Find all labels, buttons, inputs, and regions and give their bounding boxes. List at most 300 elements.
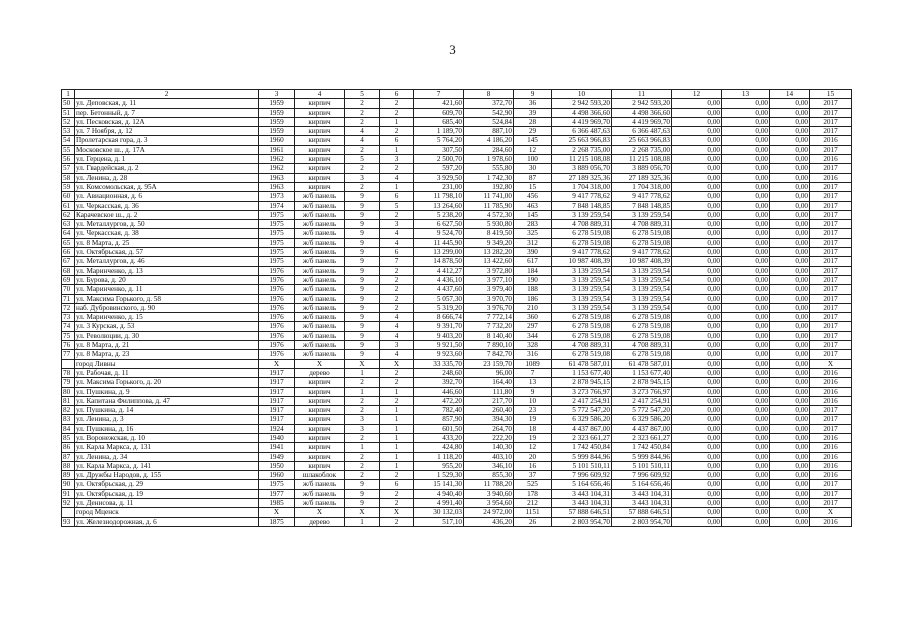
table-cell: 1 bbox=[380, 424, 414, 433]
table-cell: 1 bbox=[380, 406, 414, 415]
table-cell: 11 798,10 bbox=[414, 192, 464, 201]
table-cell: 5 999 844,96 bbox=[612, 452, 672, 461]
table-cell: 0,00 bbox=[770, 415, 810, 424]
table-cell: 164,40 bbox=[464, 378, 514, 387]
table-cell: 2 bbox=[345, 99, 380, 108]
table-cell: 0,00 bbox=[722, 294, 770, 303]
table-cell: 0,00 bbox=[722, 424, 770, 433]
table-cell: ул. Октябрьская, д. 29 bbox=[75, 480, 259, 489]
table-row bbox=[62, 517, 852, 526]
table-cell: 855,30 bbox=[464, 471, 514, 480]
table-row bbox=[62, 452, 852, 461]
header-row bbox=[62, 90, 852, 99]
table-cell: 0,00 bbox=[722, 266, 770, 275]
table-cell: 0,00 bbox=[722, 173, 770, 182]
column-header: 3 bbox=[259, 90, 295, 99]
table-cell: 2016 bbox=[810, 368, 852, 377]
table-cell: 9 bbox=[345, 303, 380, 312]
table-cell: кирпич bbox=[295, 424, 345, 433]
table-cell: 57 888 646,51 bbox=[552, 508, 612, 517]
table-cell: 12 bbox=[514, 443, 552, 452]
table-cell: 1 bbox=[345, 517, 380, 526]
table-cell: 6 278 519,08 bbox=[552, 350, 612, 359]
table-cell: 2017 bbox=[810, 294, 852, 303]
table-cell: Х bbox=[259, 508, 295, 517]
table-cell: ул. Карла Маркса, д. 131 bbox=[75, 443, 259, 452]
table-cell: кирпич bbox=[295, 396, 345, 405]
table-cell: 0,00 bbox=[770, 173, 810, 182]
table-row bbox=[62, 313, 852, 322]
table-cell: 2017 bbox=[810, 406, 852, 415]
table-cell: 0,00 bbox=[672, 359, 722, 368]
table-cell: 9 bbox=[345, 275, 380, 284]
table-cell: 51 bbox=[62, 108, 75, 117]
table-cell: 5 238,20 bbox=[414, 210, 464, 219]
table-cell: 0,00 bbox=[672, 433, 722, 442]
table-cell: 0,00 bbox=[722, 415, 770, 424]
table-cell: 5 772 547,20 bbox=[612, 406, 672, 415]
table-cell: 1976 bbox=[259, 275, 295, 284]
table-cell: 9 bbox=[345, 489, 380, 498]
table-cell: 0,00 bbox=[770, 117, 810, 126]
table-cell: ж/б панель bbox=[295, 210, 345, 219]
table-cell: 0,00 bbox=[770, 285, 810, 294]
table-cell: 190 bbox=[514, 275, 552, 284]
table-cell: 87 bbox=[62, 452, 75, 461]
table-cell: 30 bbox=[514, 164, 552, 173]
table-cell: 84 bbox=[62, 424, 75, 433]
table-cell: 328 bbox=[514, 341, 552, 350]
table-cell: 4 412,27 bbox=[414, 266, 464, 275]
column-header: 13 bbox=[722, 90, 770, 99]
table-cell: 9 bbox=[345, 294, 380, 303]
table-cell: 0,00 bbox=[770, 350, 810, 359]
table-cell: ул. Песковская, д. 12А bbox=[75, 117, 259, 126]
table-cell: 4 bbox=[380, 238, 414, 247]
table-cell: 0,00 bbox=[722, 396, 770, 405]
table-cell: ж/б панель bbox=[295, 257, 345, 266]
table-cell: 0,00 bbox=[672, 415, 722, 424]
table-cell: 4 bbox=[380, 322, 414, 331]
table-cell: 3 139 259,54 bbox=[552, 210, 612, 219]
table-cell: 2 803 954,70 bbox=[552, 517, 612, 526]
table-cell: 0,00 bbox=[722, 480, 770, 489]
table-cell: 9 bbox=[345, 341, 380, 350]
table-cell: 446,60 bbox=[414, 387, 464, 396]
table-cell: город Мценск bbox=[75, 508, 259, 517]
table-cell: 1975 bbox=[259, 248, 295, 257]
table-cell: 517,10 bbox=[414, 517, 464, 526]
column-header: 11 bbox=[612, 90, 672, 99]
table-cell: 2017 bbox=[810, 341, 852, 350]
table-cell: 1949 bbox=[259, 452, 295, 461]
table-cell: 9 bbox=[345, 210, 380, 219]
table-cell: 140,30 bbox=[464, 443, 514, 452]
table-cell: 1 704 318,00 bbox=[612, 182, 672, 191]
table-cell: 75 bbox=[62, 331, 75, 340]
table-cell: 2 bbox=[380, 368, 414, 377]
table-cell: 601,50 bbox=[414, 424, 464, 433]
table-cell: 0,00 bbox=[722, 452, 770, 461]
table-cell: 9 417 778,62 bbox=[552, 248, 612, 257]
column-header: 5 bbox=[345, 90, 380, 99]
table-cell: ул. Рабочая, д. 11 bbox=[75, 368, 259, 377]
table-cell: 1976 bbox=[259, 285, 295, 294]
table-cell: 0,00 bbox=[722, 164, 770, 173]
table-cell: ул. 8 Марта, д. 23 bbox=[75, 350, 259, 359]
table-cell: 16 bbox=[514, 461, 552, 470]
table-cell: 11 788,20 bbox=[464, 480, 514, 489]
table-cell: 4 708 889,31 bbox=[612, 341, 672, 350]
table-cell: 0,00 bbox=[722, 220, 770, 229]
table-cell: 79 bbox=[62, 378, 75, 387]
table-cell: 421,60 bbox=[414, 99, 464, 108]
table-cell: 312 bbox=[514, 238, 552, 247]
table-row bbox=[62, 108, 852, 117]
table-cell: кирпич bbox=[295, 145, 345, 154]
table-cell: ул. Денисова, д. 11 bbox=[75, 499, 259, 508]
table-cell: 65 bbox=[62, 238, 75, 247]
table-cell: 0,00 bbox=[770, 257, 810, 266]
table-cell: 1975 bbox=[259, 238, 295, 247]
table-cell: кирпич bbox=[295, 108, 345, 117]
table-cell: 2017 bbox=[810, 285, 852, 294]
table-cell: 524,84 bbox=[464, 117, 514, 126]
table-cell: 13 422,60 bbox=[464, 257, 514, 266]
table-cell: 542,90 bbox=[464, 108, 514, 117]
table-cell: 2017 bbox=[810, 350, 852, 359]
table-cell: 0,00 bbox=[672, 257, 722, 266]
table-cell: 0,00 bbox=[722, 201, 770, 210]
table-cell: 0,00 bbox=[672, 192, 722, 201]
table-cell: 0,00 bbox=[722, 368, 770, 377]
subtotal-row bbox=[62, 508, 852, 517]
table-cell: 1917 bbox=[259, 396, 295, 405]
table-cell: 9 bbox=[345, 350, 380, 359]
table-cell: 192,80 bbox=[464, 182, 514, 191]
table-cell: 4 437 867,00 bbox=[612, 424, 672, 433]
table-cell: 1976 bbox=[259, 266, 295, 275]
table-row bbox=[62, 396, 852, 405]
table-cell: 2 bbox=[345, 461, 380, 470]
table-cell: 1917 bbox=[259, 368, 295, 377]
table-cell: 1973 bbox=[259, 192, 295, 201]
table-cell: 2 bbox=[380, 164, 414, 173]
table-cell: 27 189 325,36 bbox=[552, 173, 612, 182]
table-cell: 9 391,70 bbox=[414, 322, 464, 331]
table-cell: 2017 bbox=[810, 108, 852, 117]
table-cell: 3 139 259,54 bbox=[612, 285, 672, 294]
table-cell: 3 443 104,31 bbox=[612, 489, 672, 498]
table-cell: 25 663 966,83 bbox=[552, 136, 612, 145]
table-cell: 3 443 104,31 bbox=[612, 499, 672, 508]
table-cell: 9 bbox=[345, 238, 380, 247]
table-cell: 0,00 bbox=[672, 238, 722, 247]
table-cell: наб. Дубровинского, д. 90 bbox=[75, 303, 259, 312]
table-cell: 68 bbox=[62, 266, 75, 275]
table-row bbox=[62, 443, 852, 452]
table-cell: 71 bbox=[62, 294, 75, 303]
table-cell: 3 443 104,31 bbox=[552, 489, 612, 498]
table-cell: 2 bbox=[380, 517, 414, 526]
table-cell: 0,00 bbox=[770, 461, 810, 470]
table-cell: 0,00 bbox=[770, 275, 810, 284]
table-row bbox=[62, 387, 852, 396]
table-cell: 1 978,60 bbox=[464, 155, 514, 164]
table-cell: 3 979,40 bbox=[464, 285, 514, 294]
table-cell: 0,00 bbox=[672, 406, 722, 415]
table-cell: 2017 bbox=[810, 145, 852, 154]
table-row bbox=[62, 201, 852, 210]
table-cell: ж/б панель bbox=[295, 220, 345, 229]
table-cell: 188 bbox=[514, 285, 552, 294]
table-cell: 0,00 bbox=[722, 341, 770, 350]
column-header: 9 bbox=[514, 90, 552, 99]
table-cell: 0,00 bbox=[722, 155, 770, 164]
table-cell: 1 bbox=[380, 182, 414, 191]
table-cell: 2017 bbox=[810, 313, 852, 322]
table-cell: 0,00 bbox=[770, 145, 810, 154]
table-cell: 11 445,90 bbox=[414, 238, 464, 247]
table-cell: 1 bbox=[380, 415, 414, 424]
table-cell: ул. Черкасская, д. 38 bbox=[75, 229, 259, 238]
table-cell: 0,00 bbox=[770, 499, 810, 508]
table-cell: 372,70 bbox=[464, 99, 514, 108]
table-cell: 1963 bbox=[259, 173, 295, 182]
table-cell: 0,00 bbox=[672, 452, 722, 461]
table-cell: кирпич bbox=[295, 406, 345, 415]
table-cell: 2 bbox=[380, 396, 414, 405]
table-cell: ул. Ленина, д. 28 bbox=[75, 173, 259, 182]
table-cell: 0,00 bbox=[722, 508, 770, 517]
table-cell: 7 842,70 bbox=[464, 350, 514, 359]
table-cell: 3 139 259,54 bbox=[612, 266, 672, 275]
table-row bbox=[62, 433, 852, 442]
table-cell: 61 478 587,01 bbox=[552, 359, 612, 368]
table-cell: 2017 bbox=[810, 248, 852, 257]
table-cell: 5 101 510,11 bbox=[552, 461, 612, 470]
table-cell: 0,00 bbox=[672, 461, 722, 470]
table-cell: 0,00 bbox=[722, 108, 770, 117]
table-cell: 1 bbox=[345, 443, 380, 452]
table-cell: 887,10 bbox=[464, 127, 514, 136]
table-cell: Х bbox=[810, 508, 852, 517]
table-cell: 260,40 bbox=[464, 406, 514, 415]
table-cell: 77 bbox=[62, 350, 75, 359]
table-cell: 7 890,10 bbox=[464, 341, 514, 350]
table-cell: 4 572,30 bbox=[464, 210, 514, 219]
table-cell: ж/б панель bbox=[295, 480, 345, 489]
table-cell: 217,70 bbox=[464, 396, 514, 405]
table-cell: кирпич bbox=[295, 99, 345, 108]
table-row bbox=[62, 99, 852, 108]
table-cell: 0,00 bbox=[672, 471, 722, 480]
table-cell: 0,00 bbox=[770, 508, 810, 517]
table-row bbox=[62, 136, 852, 145]
table-cell: 1 704 318,00 bbox=[552, 182, 612, 191]
table-cell: 0,00 bbox=[770, 387, 810, 396]
table-cell: 2 bbox=[380, 378, 414, 387]
table-cell: 6 329 586,20 bbox=[552, 415, 612, 424]
table-cell: 1960 bbox=[259, 471, 295, 480]
table-cell: 2016 bbox=[810, 471, 852, 480]
table-cell: 2016 bbox=[810, 136, 852, 145]
table-cell: Х bbox=[295, 359, 345, 368]
table-cell: 4 437 867,00 bbox=[552, 424, 612, 433]
table-cell: 1 189,70 bbox=[414, 127, 464, 136]
table-cell: 1924 bbox=[259, 424, 295, 433]
table-cell: 0,00 bbox=[770, 406, 810, 415]
column-header: 7 bbox=[414, 90, 464, 99]
table-cell: 394,30 bbox=[464, 415, 514, 424]
column-header: 2 bbox=[75, 90, 259, 99]
table-cell: 9 349,20 bbox=[464, 238, 514, 247]
table-cell: Х bbox=[295, 508, 345, 517]
table-cell: 436,20 bbox=[464, 517, 514, 526]
table-cell: 12 bbox=[514, 145, 552, 154]
table-cell: 360 bbox=[514, 313, 552, 322]
table-cell: ул. 3 Курская, д. 53 bbox=[75, 322, 259, 331]
table-cell: 1976 bbox=[259, 331, 295, 340]
table-cell: 6 627,50 bbox=[414, 220, 464, 229]
table-cell: 85 bbox=[62, 433, 75, 442]
table-cell: 1151 bbox=[514, 508, 552, 517]
table-cell: 424,80 bbox=[414, 443, 464, 452]
table-cell: 3 970,70 bbox=[464, 294, 514, 303]
table-cell: 0,00 bbox=[672, 350, 722, 359]
table-cell: 0,00 bbox=[722, 443, 770, 452]
table-cell: кирпич bbox=[295, 443, 345, 452]
table-cell: 316 bbox=[514, 350, 552, 359]
table-cell: 9 bbox=[345, 192, 380, 201]
table-row bbox=[62, 499, 852, 508]
table-cell: 61 bbox=[62, 201, 75, 210]
table-cell: 1975 bbox=[259, 210, 295, 219]
table-cell: 2 bbox=[345, 164, 380, 173]
table-cell: 0,00 bbox=[770, 182, 810, 191]
table-cell: ж/б панель bbox=[295, 322, 345, 331]
subtotal-row bbox=[62, 359, 852, 368]
table-cell: 0,00 bbox=[722, 145, 770, 154]
column-header: 6 bbox=[380, 90, 414, 99]
table-cell: 0,00 bbox=[770, 517, 810, 526]
table-cell: ул. Воронежская, д. 10 bbox=[75, 433, 259, 442]
table-cell: Х bbox=[345, 359, 380, 368]
table-row bbox=[62, 164, 852, 173]
column-header: 12 bbox=[672, 90, 722, 99]
table-row bbox=[62, 210, 852, 219]
table-cell: ул. Маринченко, д. 13 bbox=[75, 266, 259, 275]
table-cell: ж/б панель bbox=[295, 201, 345, 210]
table-cell: 0,00 bbox=[672, 396, 722, 405]
table-cell: ул. Металлургов, д. 50 bbox=[75, 220, 259, 229]
table-cell: 52 bbox=[62, 117, 75, 126]
table-cell: 0,00 bbox=[672, 294, 722, 303]
table-cell: 1 118,20 bbox=[414, 452, 464, 461]
table-cell: 0,00 bbox=[722, 303, 770, 312]
column-header: 14 bbox=[770, 90, 810, 99]
table-cell: 264,70 bbox=[464, 424, 514, 433]
table-row bbox=[62, 406, 852, 415]
table-cell: 37 bbox=[514, 471, 552, 480]
table-row bbox=[62, 461, 852, 470]
table-cell: 7 772,14 bbox=[464, 313, 514, 322]
table-cell: 4 419 969,70 bbox=[612, 117, 672, 126]
table-cell: 1 bbox=[380, 461, 414, 470]
table-cell: 2 bbox=[380, 275, 414, 284]
table-cell: 3 139 259,54 bbox=[612, 303, 672, 312]
table-cell: 0,00 bbox=[722, 387, 770, 396]
table-cell: 3 139 259,54 bbox=[552, 285, 612, 294]
table-cell: 0,00 bbox=[672, 145, 722, 154]
table-cell: 2 942 593,20 bbox=[612, 99, 672, 108]
table-cell: 0,00 bbox=[722, 359, 770, 368]
table-cell: 2 323 661,27 bbox=[612, 433, 672, 442]
table-cell: 0,00 bbox=[770, 322, 810, 331]
table-cell: 1917 bbox=[259, 387, 295, 396]
table-cell: кирпич bbox=[295, 164, 345, 173]
table-cell: кирпич bbox=[295, 415, 345, 424]
table-cell: 5 764,20 bbox=[414, 136, 464, 145]
table-cell: 4 bbox=[345, 127, 380, 136]
table-cell: 2 bbox=[345, 433, 380, 442]
table-cell: 0,00 bbox=[722, 322, 770, 331]
table-cell: 6 278 519,08 bbox=[612, 331, 672, 340]
table-cell: 325 bbox=[514, 229, 552, 238]
table-cell: 1961 bbox=[259, 145, 295, 154]
table-cell: 609,70 bbox=[414, 108, 464, 117]
table-row bbox=[62, 424, 852, 433]
table-cell: 145 bbox=[514, 136, 552, 145]
table-cell: 5 057,30 bbox=[414, 294, 464, 303]
table-cell: 11 785,90 bbox=[464, 201, 514, 210]
table-cell: 4 bbox=[380, 313, 414, 322]
table-cell: 0,00 bbox=[770, 201, 810, 210]
table-cell: 11 741,00 bbox=[464, 192, 514, 201]
table-cell: кирпич bbox=[295, 173, 345, 182]
table-cell: Х bbox=[259, 359, 295, 368]
table-cell: 1962 bbox=[259, 155, 295, 164]
table-cell: 222,20 bbox=[464, 433, 514, 442]
table-cell: 3 139 259,54 bbox=[612, 275, 672, 284]
table-cell: 6 329 586,20 bbox=[612, 415, 672, 424]
table-cell: 2 bbox=[380, 294, 414, 303]
table-cell: 2017 bbox=[810, 275, 852, 284]
table-cell: 0,00 bbox=[722, 331, 770, 340]
table-row bbox=[62, 182, 852, 191]
table-cell: 0,00 bbox=[770, 164, 810, 173]
table-cell: 1 153 677,40 bbox=[552, 368, 612, 377]
table-cell: 2 bbox=[345, 378, 380, 387]
table-cell: 0,00 bbox=[672, 424, 722, 433]
table-cell: 9 bbox=[345, 220, 380, 229]
table-cell: 4 bbox=[380, 350, 414, 359]
table-cell: 5 164 656,46 bbox=[552, 480, 612, 489]
table-cell: ул. Ленина, д. 3 bbox=[75, 415, 259, 424]
table-cell: 145 bbox=[514, 210, 552, 219]
table-cell: 3 bbox=[380, 220, 414, 229]
table-cell: город Ливны bbox=[75, 359, 259, 368]
table-cell: 0,00 bbox=[672, 387, 722, 396]
table-cell: 1 bbox=[380, 433, 414, 442]
table-cell: 78 bbox=[62, 368, 75, 377]
table-cell: 1976 bbox=[259, 350, 295, 359]
table-cell: ул. Гвардейская, д. 2 bbox=[75, 164, 259, 173]
table-cell: 2 bbox=[345, 406, 380, 415]
table-cell: 2 bbox=[345, 452, 380, 461]
table-cell: 1917 bbox=[259, 378, 295, 387]
table-cell: 59 bbox=[62, 182, 75, 191]
